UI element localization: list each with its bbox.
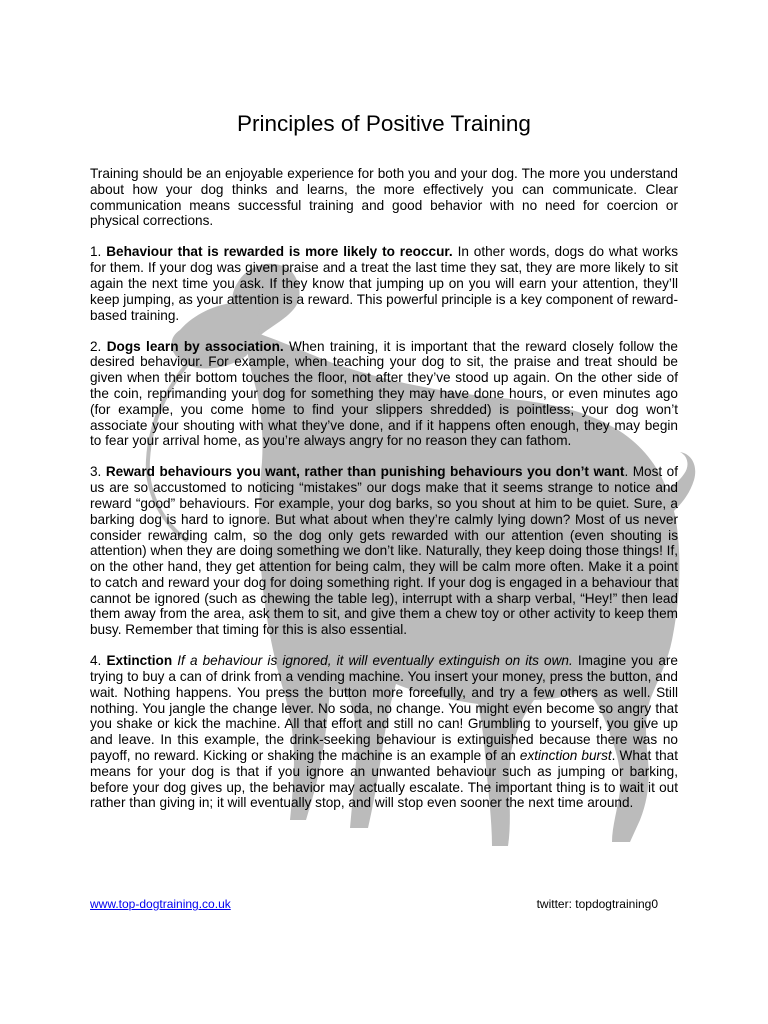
principle-3-number: 3. <box>90 464 102 480</box>
principle-4-number: 4. <box>90 653 102 669</box>
principle-2-number: 2. <box>90 338 102 354</box>
principle-4-italic: If a behaviour is ignored, it will eventually extinguish on its own. <box>177 653 573 669</box>
principle-2-paragraph <box>90 339 678 450</box>
principle-1-number: 1. <box>90 244 102 260</box>
document-page <box>90 0 678 1024</box>
page-title: Principles of Positive Training <box>237 111 531 136</box>
document-body <box>90 166 678 826</box>
principle-4-italic-term: extinction burst <box>519 748 612 764</box>
twitter-handle: twitter: topdogtraining0 <box>536 897 658 911</box>
principle-4-heading: Extinction <box>106 653 173 669</box>
principle-4-paragraph <box>90 653 678 811</box>
page-footer <box>90 896 678 914</box>
website-link[interactable]: www.top-dogtraining.co.uk <box>90 897 231 911</box>
principle-1-text: In other words, dogs do what works for them. If your dog was given praise and a treat the last time they sat, they are more likely to sit again the next time you ask. If they know that jumping up on you will earn your attention, they’ll keep jumping, as your attention is a reward. This powerful principle is a key component of reward-based training. <box>90 244 678 323</box>
intro-paragraph: Training should be an enjoyable experience for both you and your dog. The more you understand about how your dog thinks and learns, the more effectively you can communicate. Clear communication means successful training and good behavior with no need for coercion or physical corrections. <box>90 166 678 229</box>
principle-4-text: Imagine you are trying to buy a can of drink from a vending machine. You insert your money, press the button, and wait. Nothing happens. You press the button more forcefully, and try a few others as well. Still nothing. You jangle the change lever. No soda, no change. You might even become so angry that you shake or kick the machine. All that effort and still no can! Grumbling to yourself, you give up and leave. In this example, the drink-seeking behaviour is extinguished because there was no payoff, no reward. Kicking or shaking the machine is an example of an <box>90 653 678 764</box>
principle-2-text: When training, it is important that the reward closely follow the desired behaviour. For example, when teaching your dog to sit, the praise and treat should be given when their bottom touches the floor, not after they’ve stood up again. On the other side of the coin, reprimanding your dog for something they may have done hours, or even minutes ago (for example, you come home to find your slippers shredded) is pointless; your dog won’t associate your shouting with what they’ve done, and if it happens often enough, they may begin to fear your arrival home, as you’re always angry for no reason they can fathom. <box>90 338 678 449</box>
principle-1-paragraph <box>90 244 678 323</box>
principle-1-heading: Behaviour that is rewarded is more likely to reoccur. <box>106 244 453 260</box>
principle-2-heading: Dogs learn by association. <box>106 338 284 354</box>
principle-3-paragraph <box>90 464 678 638</box>
principle-4-text-continued: . What that means for your dog is that if you ignore an unwanted behaviour such as jumping or barking, before your dog gives up, the behavior may actually escalate. The important thing is to wait it out rather than giving in; it will eventually stop, and will stop even sooner the next time around. <box>90 748 678 811</box>
principle-3-heading: Reward behaviours you want, rather than punishing behaviours you don’t want <box>105 464 625 480</box>
principle-3-text: . Most of us are so accustomed to noticing “mistakes” our dogs make that it seems strange to notice and reward “good” behaviours. For example, your dog barks, so you shout at him to be quiet. Sure, a barking dog is hard to ignore. But what about when they’re calmly lying down? Most of us never consider rewarding calm, so the dog only gets rewarded with our attention (even shouting is attention) when they are doing something we don’t like. Naturally, they keep doing those things! If, on the other hand, they get attention for being calm, they will be calm more often. Make it a point to catch and reward your dog for doing something right. If your dog is engaged in a behaviour that cannot be ignored (such as chewing the table leg), interrupt with a sharp verbal, “Hey!” then lead them away from the area, ask them to sit, and give them a chew toy or other activity to keep them busy. Remember that timing for this is also essential. <box>90 464 679 638</box>
